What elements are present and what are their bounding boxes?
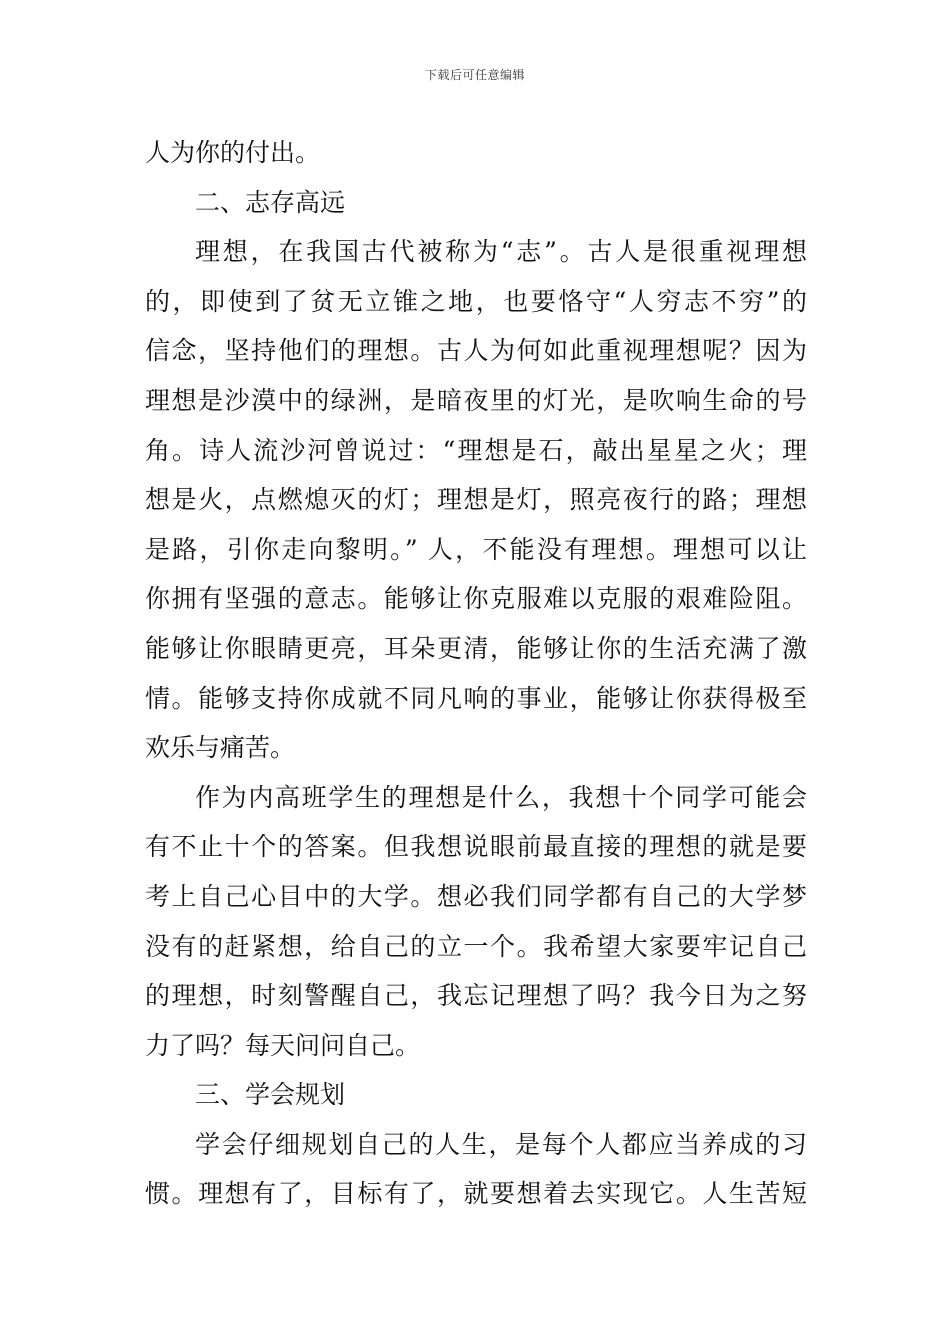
text-line: 信念，坚持他们的理想。古人为何如此重视理想呢？因为 bbox=[145, 336, 807, 366]
text-line: 情。能够支持你成就不同凡响的事业，能够让你获得极至 bbox=[145, 683, 807, 713]
text-line: 角。诗人流沙河曾说过：“理想是石，敲出星星之火；理 bbox=[145, 435, 807, 465]
text-line: 是路，引你走向黎明。” 人，不能没有理想。理想可以让 bbox=[145, 534, 807, 564]
text-line: 有不止十个的答案。但我想说眼前最直接的理想的就是要 bbox=[145, 832, 807, 862]
text-line: 力了吗？每天问问自己。 bbox=[145, 1030, 421, 1060]
section-heading: 三、学会规划 bbox=[195, 1080, 346, 1110]
text-line: 的理想，时刻警醒自己，我忘记理想了吗？我今日为之努 bbox=[145, 981, 807, 1011]
text-line: 作为内高班学生的理想是什么，我想十个同学可能会 bbox=[195, 782, 807, 812]
text-line: 理想，在我国古代被称为“志”。古人是很重视理想 bbox=[195, 237, 807, 267]
text-line: 惯。理想有了，目标有了，就要想着去实现它。人生苦短 bbox=[145, 1179, 807, 1209]
text-line: 想是火，点燃熄灭的灯；理想是灯，照亮夜行的路；理想 bbox=[145, 485, 807, 515]
text-line: 能够让你眼睛更亮，耳朵更清，能够让你的生活充满了激 bbox=[145, 633, 807, 663]
text-line: 学会仔细规划自己的人生，是每个人都应当养成的习 bbox=[195, 1129, 807, 1159]
text-line: 欢乐与痛苦。 bbox=[145, 733, 296, 763]
text-line: 考上自己心目中的大学。想必我们同学都有自己的大学梦 bbox=[145, 881, 807, 911]
text-line: 人为你的付出。 bbox=[145, 138, 321, 167]
text-line: 没有的赶紧想，给自己的立一个。我希望大家要牢记自己 bbox=[145, 931, 807, 961]
section-heading: 二、志存高远 bbox=[195, 187, 346, 217]
text-line: 你拥有坚强的意志。能够让你克服难以克服的艰难险阻。 bbox=[145, 584, 807, 614]
text-line: 理想是沙漠中的绿洲，是暗夜里的灯光，是吹响生命的号 bbox=[145, 385, 807, 415]
document-body bbox=[145, 128, 807, 1219]
text-line: 的，即使到了贫无立锥之地，也要恪守“人穷志不穷”的 bbox=[145, 286, 807, 316]
page-header: 下载后可任意编辑 bbox=[424, 68, 525, 82]
